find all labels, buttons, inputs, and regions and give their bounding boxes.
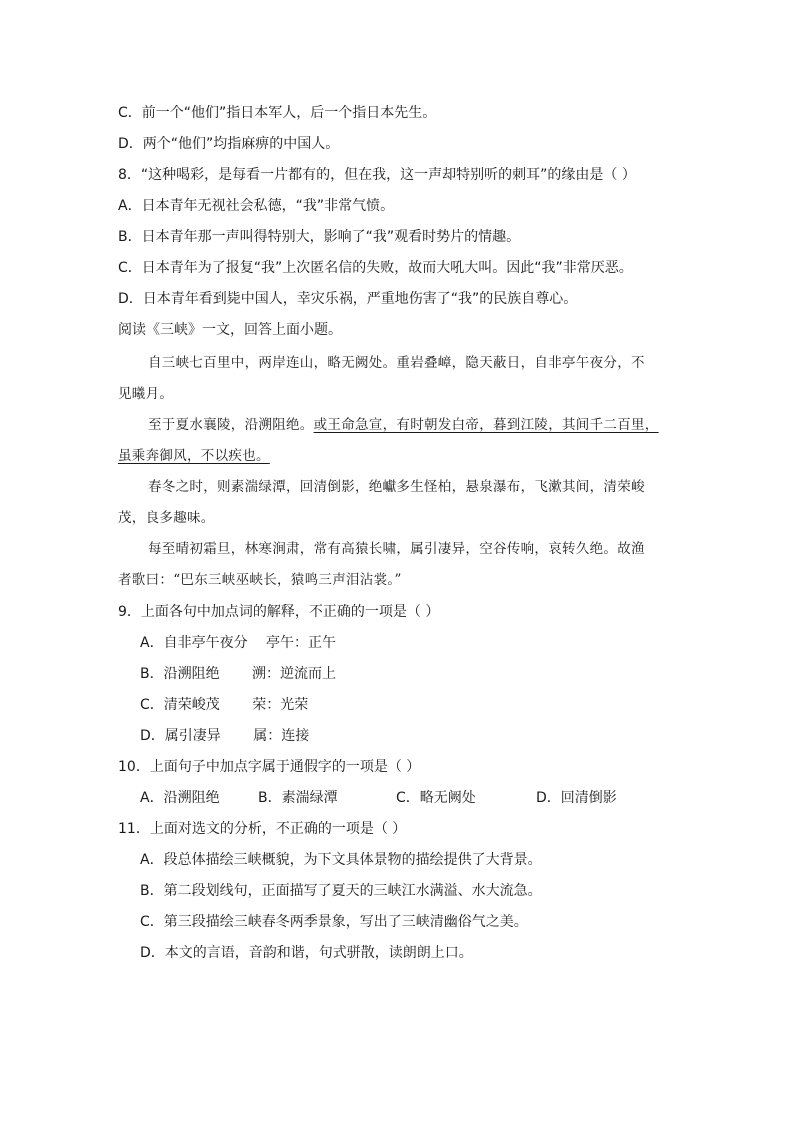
q10-stem: 10．上面句子中加点字属于通假字的一项是（ ） — [118, 759, 421, 775]
q9-option-a: A．自非亭午夜分 亭午：正午 — [140, 635, 337, 651]
q7-option-c: C．前一个“他们”指日本军人，后一个指日本先生。 — [118, 105, 437, 121]
q10-option-c: C．略无阙处 — [396, 790, 476, 806]
q8-option-a: A．日本青年无视社会私德，“我”非常气愤。 — [118, 198, 395, 214]
q9-option-b: B．沿溯阻绝 溯：逆流而上 — [140, 666, 337, 682]
passage-p4-line1: 每至晴初霜旦，林寒涧肃，常有高猿长啸，属引凄异，空谷传响，哀转久绝。故渔 — [148, 541, 645, 557]
passage-p4-line2: 者歌曰：“巴东三峡巫峡长，猿鸣三声泪沾裳。” — [118, 572, 402, 588]
q10-option-a: A．沿溯阻绝 — [140, 790, 220, 806]
passage-p1-line2: 见曦月。 — [118, 386, 174, 402]
q9-option-c: C．清荣峻茂 荣：光荣 — [140, 697, 309, 713]
q8-option-c: C．日本青年为了报复“我”上次匿名信的失败，故而大吼大叫。因此“我”非常厌恶。 — [118, 260, 633, 276]
passage-p2-plain: 至于夏水襄陵，沿溯阻绝。 — [148, 417, 314, 433]
passage-p3-line1: 春冬之时，则素湍绿潭，回清倒影，绝巘多生怪柏，悬泉瀑布，飞漱其间，清荣峻 — [148, 479, 645, 495]
q8-option-b: B．日本青年那一声叫得特别大，影响了“我”观看时势片的情趣。 — [118, 229, 521, 245]
passage-p2-underlined-1: 或王命急宣，有时朝发白帝，暮到江陵，其间千二百里， — [313, 417, 659, 433]
q7-option-d: D．两个“他们”均指麻痹的中国人。 — [118, 136, 340, 152]
passage-p3-line2: 茂，良多趣味。 — [118, 510, 215, 526]
q8-stem: 8．“这种喝彩，是每看一片都有的，但在我，这一声却特别听的刺耳”的缘由是（ ） — [118, 167, 636, 183]
q11-option-d: D．本文的言语，音韵和谐，句式骈散，读朗朗上口。 — [140, 945, 473, 961]
reading-intro: 阅读《三峡》一文，回答上面小题。 — [118, 322, 342, 338]
passage-p2-line2 — [118, 447, 270, 465]
q10-option-b: B．素湍绿潭 — [258, 790, 338, 806]
passage-p2-underlined-2: 虽乘奔御风，不以疾也。 — [118, 448, 270, 464]
q11-option-c: C．第三段描绘三峡春冬两季景象，写出了三峡清幽俗气之美。 — [140, 914, 528, 930]
passage-p1-line1: 自三峡七百里中，两岸连山，略无阙处。重岩叠嶂，隐天蔽日，自非亭午夜分，不 — [148, 355, 645, 371]
q8-option-d: D．日本青年看到毙中国人，幸灾乐祸，严重地伤害了“我”的民族自尊心。 — [118, 291, 578, 307]
q9-option-d: D．属引凄异 属：连接 — [140, 728, 310, 744]
passage-p2-line1 — [148, 416, 659, 434]
q9-stem: 9．上面各句中加点词的解释，不正确的一项是（ ） — [118, 604, 440, 620]
q10-option-d: D．回清倒影 — [536, 790, 617, 806]
q11-option-b: B．第二段划线句，正面描写了夏天的三峡江水满溢、水大流急。 — [140, 883, 542, 899]
q11-option-a: A．段总体描绘三峡概貌，为下文具体景物的描绘提供了大背景。 — [140, 852, 542, 868]
q11-stem: 11．上面对选文的分析，不正确的一项是（ ） — [118, 821, 407, 837]
